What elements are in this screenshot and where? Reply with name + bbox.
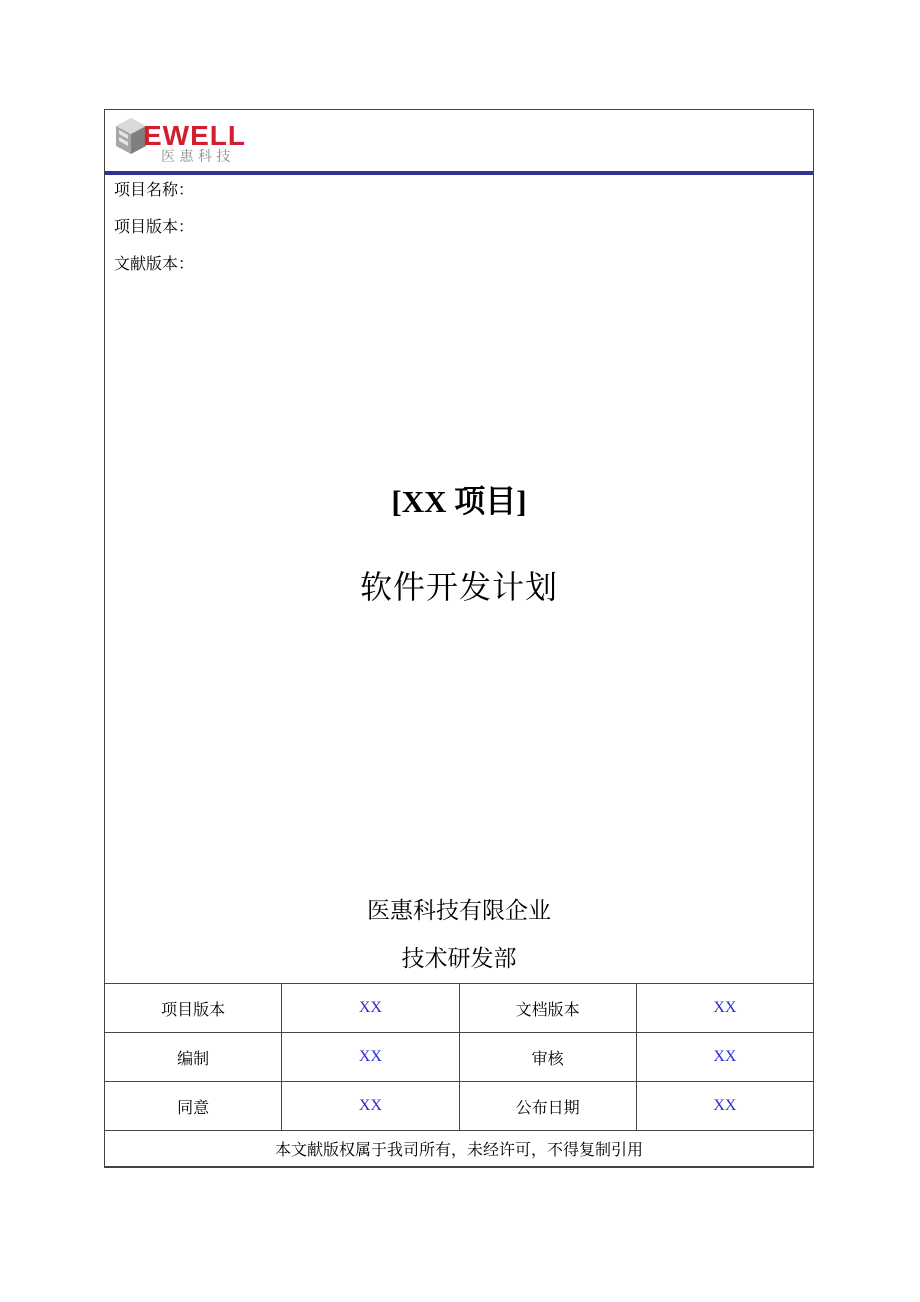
document-info-table [104,983,814,1167]
cell-label: 同意 [105,1082,282,1131]
cell-value: XX [282,984,459,1033]
table-row [105,1082,814,1131]
project-name-label: 项目名称： [114,180,195,199]
company-logo [113,112,283,164]
cover-frame [104,109,814,1168]
table-row [105,1033,814,1082]
table-row [105,984,814,1033]
cell-value: XX [282,1033,459,1082]
project-version-label: 项目版本： [114,217,195,236]
cell-label: 编制 [105,1033,282,1082]
cube-icon [116,118,146,154]
logo-brand: EWELL [143,120,246,151]
cell-value: XX [636,984,813,1033]
cell-value: XX [282,1082,459,1131]
table-footer-row [105,1131,814,1167]
cell-label: 公布日期 [459,1082,636,1131]
logo-subtitle: 医 惠 科 技 [161,149,231,164]
header-rule [105,171,813,175]
cell-label: 审核 [459,1033,636,1082]
copyright-notice: 本文献版权属于我司所有，未经许可，不得复制引用 [105,1131,814,1167]
document-title: 软件开发计划 [359,568,558,606]
company-name: 医惠科技有限企业 [367,898,551,924]
project-title: [XX 项目] [391,484,527,519]
cell-label: 项目版本 [105,984,282,1033]
cell-value: XX [636,1082,813,1131]
cell-label: 文档版本 [459,984,636,1033]
cell-value: XX [636,1033,813,1082]
doc-version-label: 文献版本： [114,254,195,273]
department-name: 技术研发部 [401,946,517,972]
